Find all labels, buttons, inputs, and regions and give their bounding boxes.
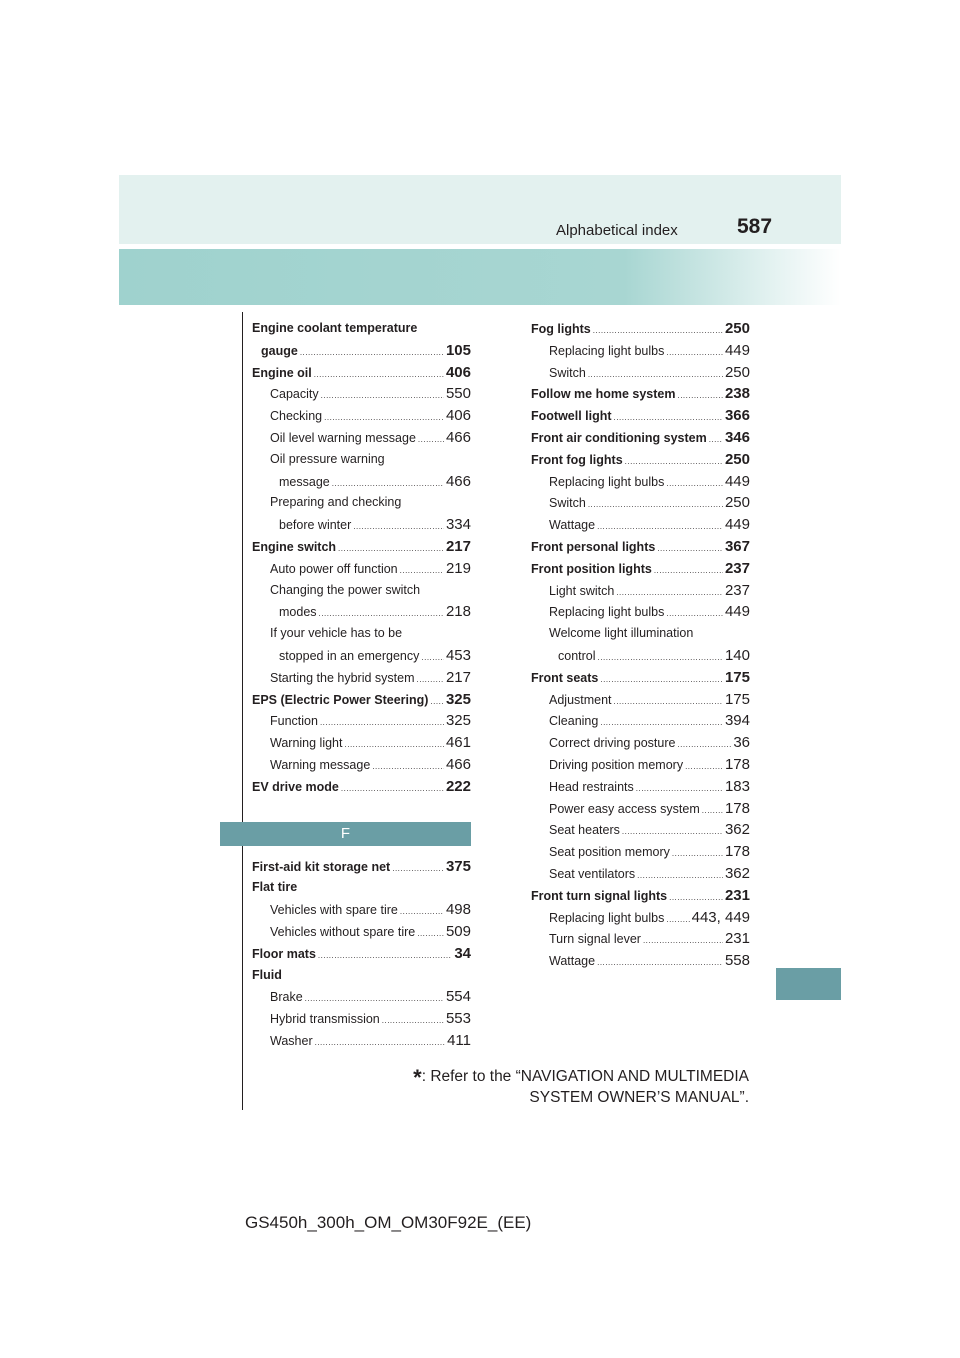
index-entry — [252, 899, 471, 921]
leader-dots — [341, 778, 444, 798]
leader-dots — [637, 865, 723, 885]
entry-page: 105 — [445, 341, 471, 359]
index-entry — [531, 907, 750, 929]
document-code: GS450h_300h_OM_OM30F92E_(EE) — [245, 1213, 532, 1232]
entry-label: Fog lights — [531, 322, 591, 336]
leader-dots — [672, 843, 723, 863]
entry-label: Front air conditioning system — [531, 430, 707, 445]
entry-page: 346 — [724, 428, 750, 446]
entry-page: 466 — [445, 428, 471, 446]
entry-page: 443, 449 — [691, 908, 750, 926]
index-entry — [252, 710, 471, 732]
leader-dots — [666, 603, 723, 623]
entry-label: message — [279, 474, 330, 489]
index-entry — [531, 645, 750, 667]
index-entry-first-line: Welcome light illumination — [549, 626, 694, 641]
index-entry — [252, 340, 471, 362]
leader-dots — [593, 320, 723, 340]
entry-page: 406 — [445, 407, 471, 425]
leader-dots — [677, 734, 731, 754]
entry-page: 178 — [724, 799, 750, 817]
entry-label: Front fog lights — [531, 452, 623, 467]
entry-label: Warning message — [270, 757, 371, 772]
index-entry — [252, 921, 471, 943]
leader-dots — [614, 407, 723, 427]
entry-page: 367 — [724, 537, 750, 555]
entry-label: Vehicles with spare tire — [270, 903, 398, 918]
entry-page: 366 — [724, 407, 750, 425]
leader-dots — [702, 800, 723, 820]
index-entry — [531, 950, 750, 972]
entry-label: Engine switch — [252, 539, 337, 554]
index-entry — [252, 601, 471, 623]
leader-dots — [421, 647, 444, 667]
leader-dots — [666, 473, 723, 493]
entry-label: Switch — [549, 496, 586, 511]
entry-page: 550 — [445, 385, 471, 403]
right-index-column — [531, 318, 750, 972]
index-entry — [252, 667, 471, 689]
right-entries — [531, 318, 750, 972]
entry-page: 554 — [445, 988, 471, 1006]
leader-dots — [614, 691, 723, 711]
index-entry-first-line: Preparing and checking — [270, 495, 402, 510]
leader-dots — [669, 887, 723, 907]
entry-label: Front turn signal lights — [531, 888, 668, 903]
index-entry — [531, 427, 750, 449]
leader-dots — [300, 342, 444, 362]
leader-dots — [600, 712, 723, 732]
index-entry — [252, 856, 471, 878]
entry-page: 175 — [724, 668, 750, 686]
entry-label: Seat position memory — [549, 845, 670, 860]
leader-dots — [625, 451, 723, 471]
leader-dots — [598, 647, 723, 667]
entry-label: Auto power off function — [270, 561, 398, 576]
entry-label: Seat heaters — [549, 823, 620, 838]
index-entry — [252, 776, 471, 798]
entry-page: 466 — [445, 472, 471, 490]
index-entry — [252, 471, 471, 493]
index-entry — [531, 754, 750, 776]
index-entry — [531, 405, 750, 427]
index-entry — [252, 645, 471, 667]
entry-page: 231 — [724, 886, 750, 904]
leader-dots — [319, 603, 444, 623]
entry-label: Power easy access system — [549, 801, 700, 816]
entry-label: Capacity — [270, 387, 319, 402]
entry-page: 449 — [724, 341, 750, 359]
entry-label: Adjustment — [549, 692, 612, 707]
entry-page: 231 — [724, 930, 750, 948]
section-letter-bar: F — [220, 822, 471, 846]
leader-dots — [588, 364, 723, 384]
entry-label: Switch — [549, 365, 586, 380]
entry-page: 461 — [445, 734, 471, 752]
leader-dots — [314, 364, 444, 384]
entry-label: modes — [279, 605, 317, 620]
entry-page: 325 — [445, 690, 471, 708]
entry-page: 218 — [445, 603, 471, 621]
entry-page: 394 — [724, 712, 750, 730]
entry-label: Brake — [270, 990, 303, 1005]
entry-label: Hybrid transmission — [270, 1012, 380, 1027]
entry-label: Wattage — [549, 954, 596, 969]
footnote-line-2: SYSTEM OWNER’S MANUAL”. — [529, 1089, 749, 1106]
entry-page: 498 — [445, 901, 471, 919]
entry-label: EV drive mode — [252, 779, 339, 794]
entry-page: 509 — [445, 922, 471, 940]
entry-page: 219 — [445, 559, 471, 577]
index-entry — [531, 492, 750, 514]
index-entry — [531, 580, 750, 602]
index-entry — [531, 383, 750, 405]
entry-page: 140 — [724, 646, 750, 664]
index-entry — [531, 601, 750, 623]
index-entry — [252, 536, 471, 558]
index-entry — [531, 819, 750, 841]
entry-page: 237 — [724, 559, 750, 577]
index-entry-first-line: If your vehicle has to be — [270, 626, 403, 641]
header-top-band — [119, 175, 841, 244]
leader-dots — [709, 429, 723, 449]
leader-dots — [400, 560, 444, 580]
entry-label: Replacing light bulbs — [549, 910, 665, 925]
entry-label: Replacing light bulbs — [549, 474, 665, 489]
entry-label: Warning light — [270, 736, 343, 751]
index-entry — [531, 776, 750, 798]
entry-page: 325 — [445, 712, 471, 730]
leader-dots — [597, 516, 723, 536]
entry-label: Vehicles without spare tire — [270, 924, 416, 939]
index-entry — [252, 514, 471, 536]
entry-page: 449 — [724, 603, 750, 621]
leader-dots — [616, 582, 723, 602]
entry-page: 183 — [724, 777, 750, 795]
entry-page: 250 — [724, 320, 750, 337]
entry-label: Driving position memory — [549, 757, 684, 772]
entry-label: Floor mats — [252, 946, 316, 961]
index-entry — [252, 689, 471, 711]
index-entry — [531, 689, 750, 711]
page-title: Alphabetical index — [556, 222, 678, 239]
index-entry — [531, 362, 750, 384]
leader-dots — [597, 952, 723, 972]
entry-page: 558 — [724, 952, 750, 970]
entry-label: Cleaning — [549, 714, 599, 729]
entry-label: Follow me home system — [531, 387, 676, 402]
index-entry — [252, 405, 471, 427]
leader-dots — [417, 923, 444, 943]
index-entry: Fluid — [252, 967, 282, 982]
entry-page: 222 — [445, 777, 471, 795]
index-entry — [531, 667, 750, 689]
entry-page: 250 — [724, 494, 750, 512]
leader-dots — [318, 945, 452, 965]
leader-dots — [345, 734, 444, 754]
index-entry — [252, 427, 471, 449]
entry-label: gauge — [261, 343, 298, 358]
entry-label: Starting the hybrid system — [270, 670, 415, 685]
header-color-band — [119, 249, 841, 305]
entry-page: 453 — [445, 646, 471, 664]
index-entry — [252, 558, 471, 580]
entry-page: 449 — [724, 472, 750, 490]
entry-page: 36 — [733, 734, 750, 752]
entry-label: Wattage — [549, 518, 596, 533]
index-entry — [531, 449, 750, 471]
leader-dots — [353, 516, 444, 536]
entry-page: 250 — [724, 363, 750, 381]
index-entry — [252, 943, 471, 965]
index-entry — [252, 1008, 471, 1030]
leader-dots — [324, 407, 444, 427]
entry-label: Replacing light bulbs — [549, 605, 665, 620]
entry-page: 178 — [724, 755, 750, 773]
leader-dots — [600, 669, 723, 689]
index-entry: Flat tire — [252, 880, 298, 895]
leader-dots — [622, 821, 723, 841]
entry-label: Front position lights — [531, 561, 652, 576]
index-entry — [531, 340, 750, 362]
index-entry — [252, 754, 471, 776]
entry-label: Turn signal lever — [549, 932, 641, 947]
leader-dots — [643, 930, 723, 950]
footnote — [229, 1067, 749, 1108]
leader-dots — [666, 342, 723, 362]
entry-page: 250 — [724, 450, 750, 468]
index-entry — [531, 798, 750, 820]
leader-dots — [332, 473, 444, 493]
index-entry — [252, 383, 471, 405]
entry-page: 217 — [445, 668, 471, 686]
entry-label: before winter — [279, 518, 352, 533]
leader-dots — [392, 858, 444, 878]
entry-page: 375 — [445, 857, 471, 875]
leader-dots — [338, 538, 444, 558]
entry-label: Washer — [270, 1033, 313, 1048]
index-entry-first-line: Changing the power switch — [270, 582, 421, 597]
entry-label: stopped in an emergency — [279, 648, 420, 663]
index-entry — [531, 732, 750, 754]
index-entry — [531, 863, 750, 885]
index-entry — [531, 710, 750, 732]
index-entry — [531, 841, 750, 863]
entry-label: Function — [270, 714, 318, 729]
index-entry-first-line: Engine coolant temperature — [252, 321, 418, 335]
leader-dots — [418, 429, 444, 449]
leader-dots — [636, 778, 723, 798]
entry-label: Oil level warning message — [270, 430, 416, 445]
entry-label: First-aid kit storage net — [252, 859, 391, 874]
leader-dots — [400, 901, 444, 921]
entry-label: Replacing light bulbs — [549, 343, 665, 358]
entry-label: Correct driving posture — [549, 736, 676, 751]
index-entry — [531, 536, 750, 558]
entry-page: 217 — [445, 537, 471, 555]
index-entry — [531, 558, 750, 580]
leader-dots — [666, 909, 689, 929]
entry-page: 449 — [724, 516, 750, 534]
leader-dots — [320, 712, 444, 732]
entry-page: 362 — [724, 821, 750, 839]
left-index-column — [252, 318, 471, 1052]
index-entry — [531, 318, 750, 340]
entry-label: Front seats — [531, 670, 599, 685]
entry-label: Front personal lights — [531, 539, 656, 554]
leader-dots — [430, 691, 444, 711]
entry-page: 362 — [724, 864, 750, 882]
entry-page: 466 — [445, 755, 471, 773]
index-entry — [531, 514, 750, 536]
leader-dots — [382, 1010, 444, 1030]
index-entry — [531, 928, 750, 950]
footnote-line-1: : Refer to the “NAVIGATION AND MULTIMEDIA — [421, 1068, 749, 1085]
index-entry — [252, 362, 471, 384]
leader-dots — [315, 1032, 445, 1052]
entry-page: 175 — [724, 690, 750, 708]
index-entry-first-line: Oil pressure warning — [270, 451, 385, 466]
side-index-tab — [776, 968, 841, 1000]
footnote-star: * — [413, 1065, 422, 1090]
column-divider-line — [242, 312, 243, 1110]
entry-page: 238 — [724, 385, 750, 403]
index-entry — [531, 885, 750, 907]
entry-label: Checking — [270, 409, 323, 424]
entry-label: Seat ventilators — [549, 866, 636, 881]
entry-page: 34 — [454, 944, 471, 962]
entry-page: 334 — [445, 516, 471, 534]
leader-dots — [321, 385, 444, 405]
leader-dots — [654, 560, 723, 580]
leader-dots — [677, 385, 722, 405]
entry-label: Footwell light — [531, 409, 612, 424]
leader-dots — [305, 988, 444, 1008]
index-entry — [252, 1030, 471, 1052]
leader-dots — [685, 756, 723, 776]
leader-dots — [417, 669, 444, 689]
entry-label: Head restraints — [549, 779, 634, 794]
entry-label: EPS (Electric Power Steering) — [252, 692, 429, 707]
leader-dots — [657, 538, 723, 558]
index-entry — [252, 732, 471, 754]
entry-page: 411 — [447, 1031, 471, 1049]
entry-label: control — [558, 648, 596, 663]
page-number: 587 — [737, 215, 773, 238]
index-entry — [531, 471, 750, 493]
left-entries-top — [252, 318, 471, 798]
leader-dots — [372, 756, 444, 776]
entry-page: 406 — [445, 363, 471, 381]
index-entry — [252, 986, 471, 1008]
entry-page: 237 — [724, 581, 750, 599]
entry-page: 178 — [724, 843, 750, 861]
entry-label: Light switch — [549, 583, 615, 598]
leader-dots — [588, 494, 723, 514]
entry-page: 553 — [445, 1010, 471, 1028]
left-entries-bottom — [252, 856, 471, 1052]
entry-label: Engine oil — [252, 365, 312, 380]
